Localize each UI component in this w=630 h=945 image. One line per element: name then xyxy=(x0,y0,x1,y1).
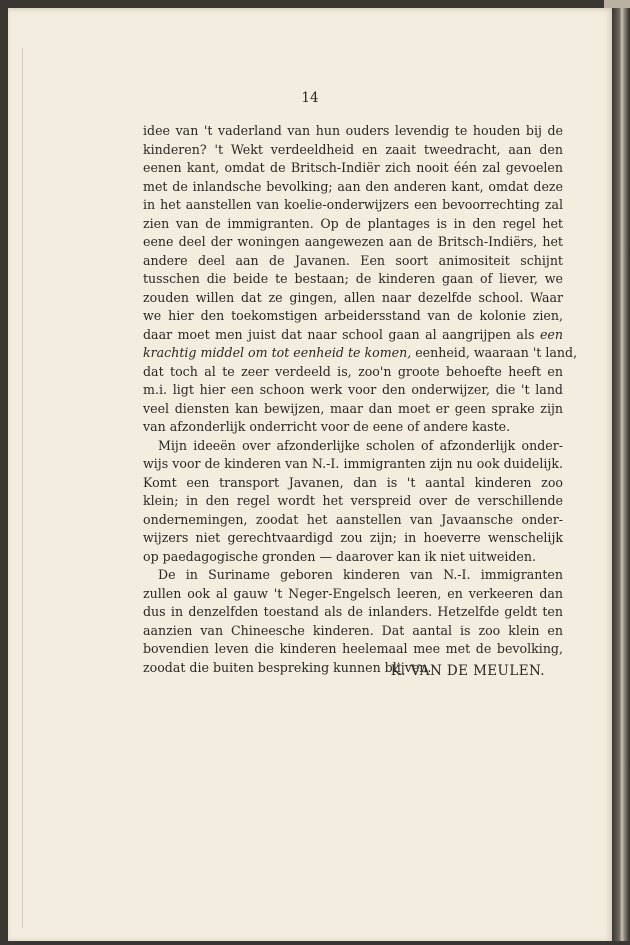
italic-segment: krachtig middel om tot eenheid te komen, xyxy=(143,345,412,360)
text-line: andere deel aan de Javanen. Een soort animositeit schijnt xyxy=(143,252,563,268)
text-line: we hier den toekomstigen arbeidersstand van de kolonie zien, xyxy=(143,308,563,323)
text-line: bovendien leven die kinderen heelemaal mee met de bevolking, xyxy=(143,641,563,656)
text-line: eene deel der woningen aangewezen aan de Britsch-Indiërs, het xyxy=(143,234,563,249)
paragraph-first-line: De in Suriname geboren kinderen van N.-I. immigranten xyxy=(158,567,563,582)
text-line: kinderen? 't Wekt verdeeldheid en zaait tweedracht, aan den xyxy=(143,141,563,157)
text-line: tusschen die beide te bestaan; de kinderen gaan of liever, we xyxy=(143,271,563,286)
page-fold-line xyxy=(22,48,23,928)
text-line-with-italic-start xyxy=(143,344,578,363)
paragraph-last-line: op paedagogische gronden — daarover kan ik niet uitweiden. xyxy=(143,548,536,564)
text-line: eenen kant, omdat de Britsch-Indiër zich nooit één zal gevoelen xyxy=(143,160,563,175)
page-number: 14 xyxy=(301,90,319,106)
text-line: aanzien van Chineesche kinderen. Dat aantal is zoo klein en xyxy=(143,622,563,638)
text-line: dat toch al te zeer verdeeld is, zoo'n groote behoefte heeft en xyxy=(143,363,563,379)
page-edge-shadow xyxy=(612,8,630,941)
text-line: wijzers niet gerechtvaardigd zou zijn; in hoeverre wenschelijk xyxy=(143,530,563,545)
text-line: zullen ook al gauw 't Neger-Engelsch leeren, en verkeeren dan xyxy=(143,585,563,601)
body-text xyxy=(143,122,578,677)
text-line-with-italic-end xyxy=(143,326,563,345)
text-line: wijs voor de kinderen van N.-I. immigranten zijn nu ook duidelijk. xyxy=(143,456,563,471)
text-line: veel diensten kan bewijzen, maar dan moet er geen sprake zijn xyxy=(143,400,563,416)
text-line: klein; in den regel wordt het verspreid over de verschillende xyxy=(143,493,563,508)
book-page xyxy=(8,8,612,941)
italic-segment: een xyxy=(539,326,563,342)
paragraph-last-line: zoodat die buiten bespreking kunnen blijven. xyxy=(143,659,432,675)
paragraph-first-line: Mijn ideeën over afzonderlijke scholen of afzonderlijk onder- xyxy=(158,437,563,453)
text-line: ondernemingen, zoodat het aanstellen van Javaansche onder- xyxy=(143,511,563,527)
paragraph-last-line: van afzonderlijk onderricht voor de eene of andere kaste. xyxy=(143,419,511,434)
text-line: zouden willen dat ze gingen, allen naar dezelfde school. Waar xyxy=(143,289,563,305)
text-line: in het aanstellen van koelie-onderwijzers een bevoorrechting zal xyxy=(143,197,563,212)
text-line: met de inlandsche bevolking; aan den anderen kant, omdat deze xyxy=(143,178,563,194)
text-line: dus in denzelfden toestand als de inlanders. Hetzelfde geldt ten xyxy=(143,604,563,619)
text-line: m.i. ligt hier een schoon werk voor den onderwijzer, die 't land xyxy=(143,382,563,397)
text-line: zien van de immigranten. Op de plantages is in den regel het xyxy=(143,215,563,231)
text-segment: eenheid, waaraan 't land, xyxy=(411,345,578,360)
text-line: Komt een transport Javanen, dan is 't aantal kinderen zoo xyxy=(143,474,563,490)
text-segment: daar moet men juist dat naar school gaan al aangrijpen als xyxy=(143,326,535,342)
text-line: idee van 't vaderland van hun ouders levendig te houden bij de xyxy=(143,123,563,138)
author-signature: K. VAN DE MEULEN. xyxy=(390,663,545,679)
